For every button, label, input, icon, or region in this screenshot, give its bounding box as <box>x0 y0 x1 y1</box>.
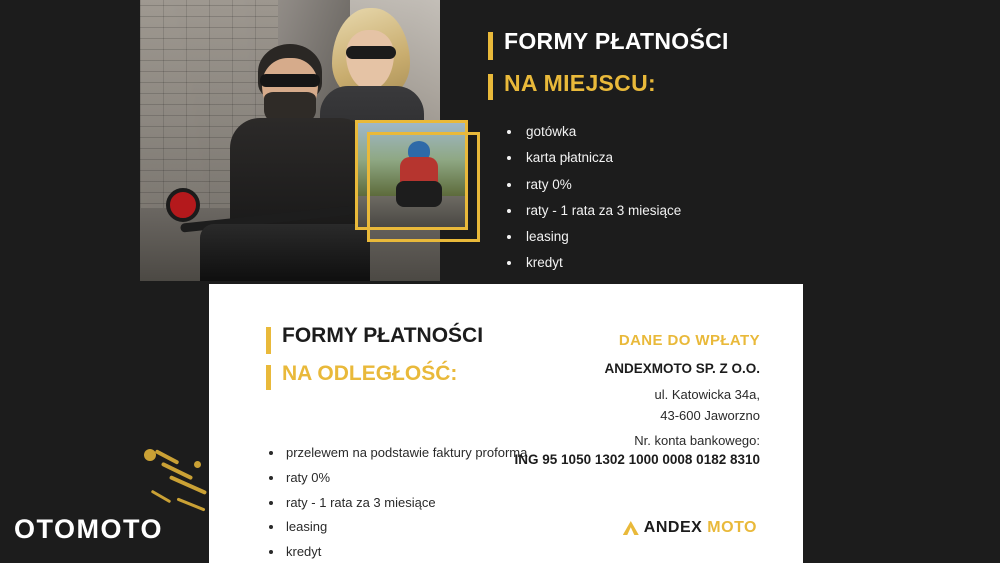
account-number: ING 95 1050 1302 1000 0008 0182 8310 <box>514 451 760 467</box>
accent-bar <box>266 327 271 354</box>
top-title-line2: NA MIEJSCU: <box>504 70 656 97</box>
accent-bar <box>266 365 271 390</box>
list-item: • raty 0% <box>522 172 928 198</box>
list-item: • leasing <box>522 224 928 250</box>
card-title-block <box>266 324 483 386</box>
company-name: ANDEXMOTO SP. Z O.O. <box>604 361 760 376</box>
top-title-line1-wrap <box>488 28 928 54</box>
accent-bar <box>488 74 493 100</box>
mountain-icon <box>623 521 639 535</box>
card-title-line1: FORMY PŁATNOŚCI <box>282 324 484 347</box>
payment-details <box>480 332 760 467</box>
list-item: • raty - 1 rata za 3 miesiące <box>522 198 928 224</box>
otomoto-watermark: OTOMOTO <box>14 514 164 544</box>
card-title-line2: NA ODLEGŁOŚĆ: <box>282 362 458 386</box>
list-item: • kredyt <box>284 541 534 563</box>
top-title-line2-wrap <box>488 70 928 96</box>
list-item: • kredyt <box>522 250 928 276</box>
logo-part-1: ANDEX <box>643 519 703 536</box>
motorcycle-icon <box>396 181 442 207</box>
top-title-line1: FORMY PŁATNOŚCI <box>504 28 729 54</box>
company-city: 43-600 Jaworzno <box>660 408 760 424</box>
andexmoto-logo <box>623 519 757 537</box>
list-item: • leasing <box>284 516 534 539</box>
payment-details-title: DANE DO WPŁATY <box>618 332 760 349</box>
sunglasses-icon <box>260 74 320 87</box>
account-label: Nr. konta bankowego: <box>634 432 760 448</box>
top-payment-section <box>488 28 928 277</box>
remote-payment-card <box>209 284 803 563</box>
top-payment-list <box>522 119 928 277</box>
accent-bar <box>488 32 493 60</box>
logo-part-2: MOTO <box>707 519 757 536</box>
list-item: • karta płatnicza <box>522 145 928 171</box>
inset-rider <box>398 141 438 203</box>
scooter-mirror <box>166 188 200 222</box>
list-item: • przelewem na podstawie faktury proforma <box>284 442 534 465</box>
list-item: • raty 0% <box>284 467 534 490</box>
card-title-line1-wrap <box>266 324 483 348</box>
list-item: • raty - 1 rata za 3 miesiące <box>284 492 534 515</box>
company-street: ul. Katowicka 34a, <box>654 387 760 402</box>
inset-photo-rider <box>355 120 468 230</box>
list-item: • gotówka <box>522 119 928 145</box>
card-title-line2-wrap <box>266 362 483 386</box>
scooter-body <box>200 224 370 281</box>
